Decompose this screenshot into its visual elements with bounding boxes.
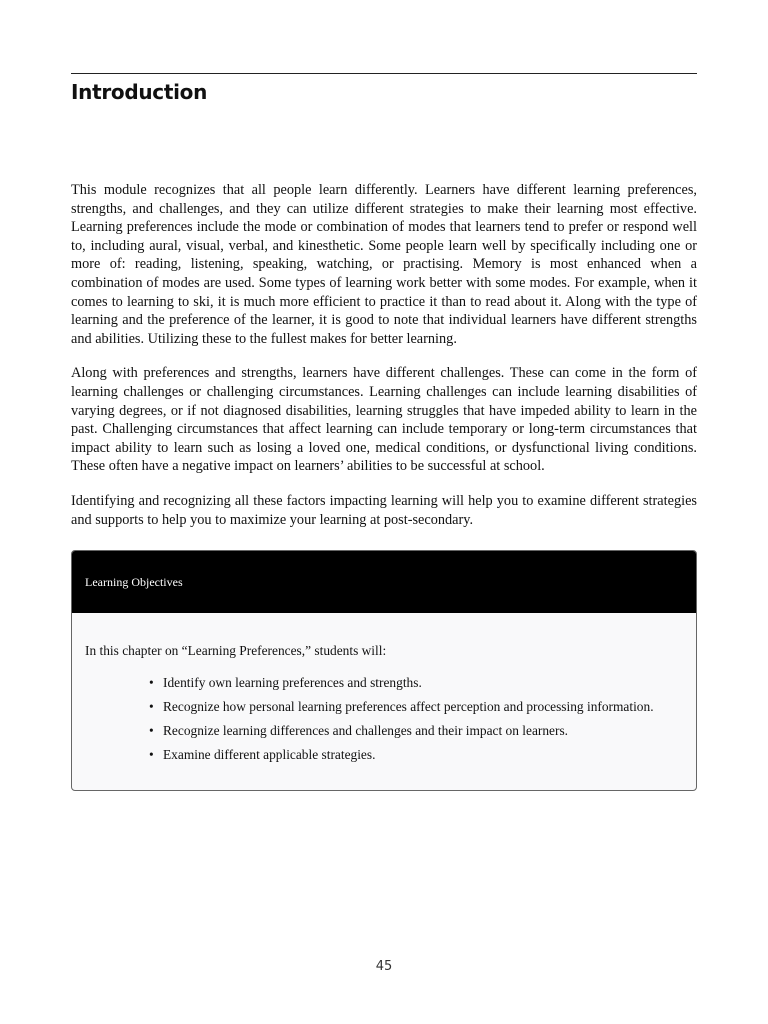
paragraph: Along with preferences and strengths, learners have different challenges. These can come in the form of learning challenges or challenging circumstances. Learning challenges can include learning disabilities of varying degrees, or if not diagnosed disabilities, learning struggles that have impeded ability to learn in the past. Challenging circumstances that affect learning can include temporary or long-term circumstances that impact ability to learn such as losing a loved one, medical conditions, or dysfunctional living conditions. These often have a negative impact on learners’ abilities to be successful at school.	[71, 365, 697, 475]
page-number: 45	[375, 959, 393, 974]
learning-objectives-title: Learning Objectives	[85, 574, 183, 589]
learning-objectives-header	[72, 551, 696, 613]
learning-objectives-body	[72, 613, 696, 790]
list-item-text: Recognize learning differences and challenges and their impact on learners.	[163, 723, 569, 739]
list-item-text: Examine different applicable strategies.	[163, 747, 376, 763]
body-text	[71, 181, 697, 529]
list-item	[149, 674, 683, 692]
learning-objectives-intro: In this chapter on “Learning Preferences,” students will:	[85, 643, 387, 659]
paragraph: Identifying and recognizing all these factors impacting learning will help you to examine different strategies and supports to help you to maximize your learning at post-secondary.	[71, 492, 697, 528]
learning-objectives-box	[71, 550, 697, 791]
bullet-icon: •	[149, 747, 154, 763]
list-item	[149, 722, 683, 740]
bullet-icon: •	[149, 699, 154, 715]
page-content	[71, 73, 697, 791]
learning-objectives-list	[85, 674, 683, 764]
section-heading: Introduction	[71, 80, 208, 104]
bullet-icon: •	[149, 723, 154, 739]
paragraph: This module recognizes that all people learn differently. Learners have different learning preferences, strengths, and challenges, and they can utilize different strategies to make their learning most effective. Learning preferences include the mode or combination of modes that learners tend to prefer or respond well to, including aural, visual, verbal, and kinesthetic. Some people learn well by specifically including one or more of: reading, listening, speaking, watching, or practising. Memory is most enhanced when a combination of modes are used. Some types of learning work better with some modes. For example, when it comes to learning to ski, it is much more efficient to practice it than to read about it. Along with the type of learning and the preference of the learner, it is good to note that individual learners have different strengths and abilities. Utilizing these to the fullest makes for better learning.	[71, 182, 697, 347]
list-item	[149, 746, 683, 764]
list-item-text: Recognize how personal learning preferences affect perception and processing information.	[163, 699, 654, 715]
bullet-icon: •	[149, 675, 154, 691]
top-rule	[71, 73, 697, 74]
list-item-text: Identify own learning preferences and strengths.	[163, 675, 422, 691]
list-item	[149, 698, 683, 716]
